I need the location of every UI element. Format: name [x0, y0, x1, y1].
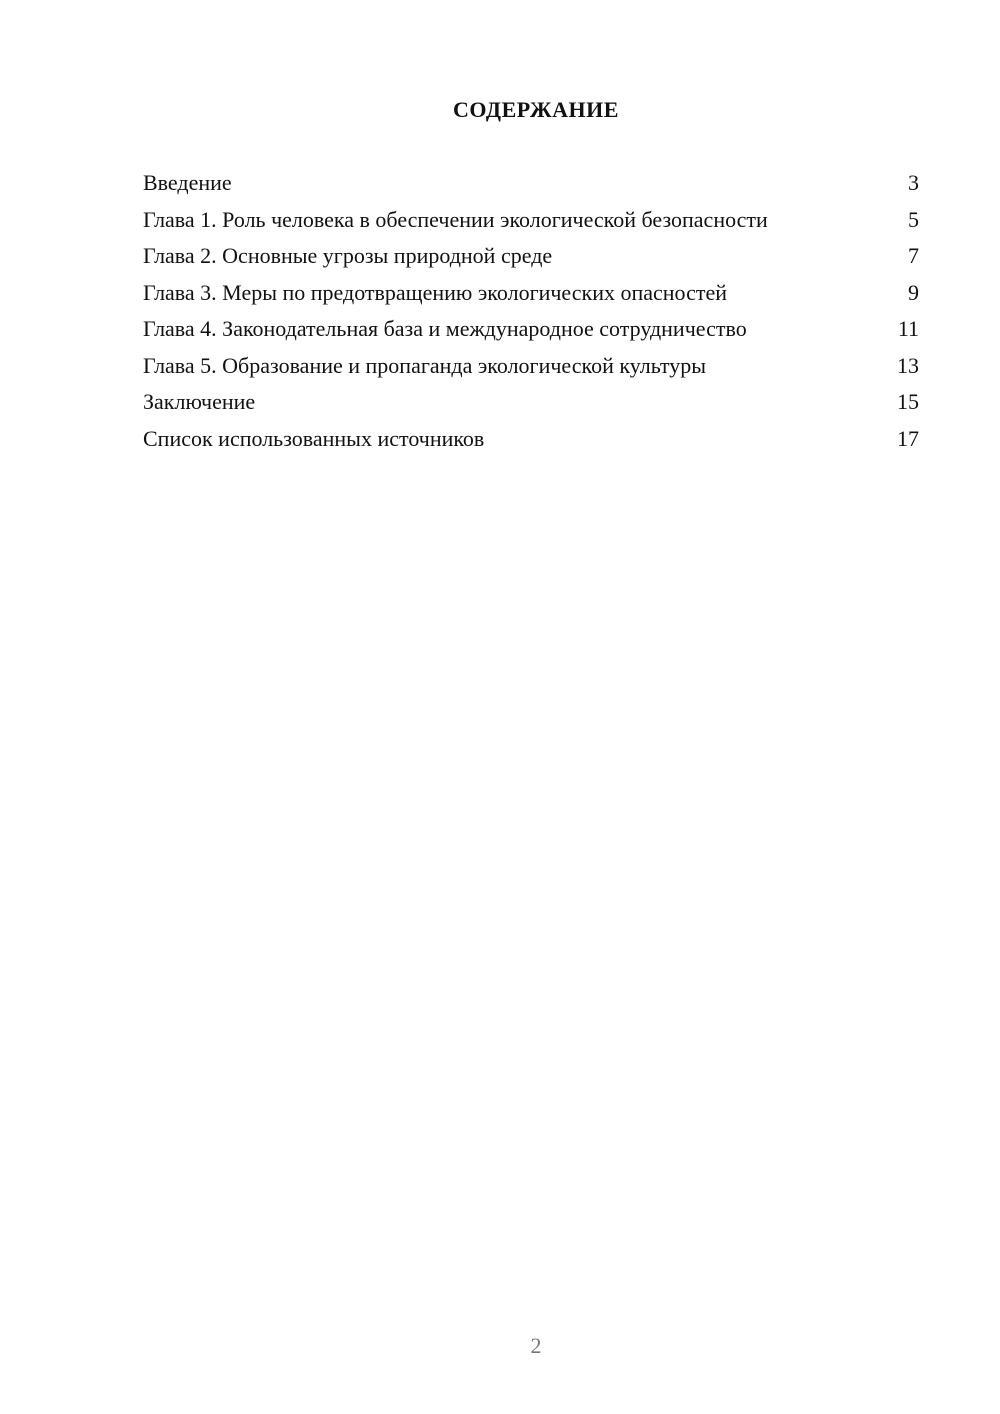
toc-entry-label: Глава 2. Основные угрозы природной среде [143, 243, 553, 268]
toc-entry-page: 7 [908, 243, 919, 268]
toc-entry-page: 3 [908, 170, 919, 195]
toc-entry-page: 5 [908, 206, 919, 232]
toc-entry-page: 11 [897, 316, 919, 341]
toc-entry-page: 17 [897, 425, 919, 451]
toc-entry-page: 13 [897, 352, 919, 378]
toc-entry-references [143, 425, 919, 453]
toc-entry-page: 9 [908, 279, 919, 305]
toc-entry-label: Глава 4. Законодательная база и международное сотрудничество [143, 316, 747, 341]
toc-entry-chapter-3 [143, 279, 919, 307]
toc-entry-label: Список использованных источников [143, 425, 485, 451]
toc-entry-conclusion [143, 388, 919, 416]
toc-entry-label: Введение [143, 170, 232, 195]
toc-entry-chapter-1 [143, 206, 919, 234]
toc-entry-label: Глава 3. Меры по предотвращению экологических опасностей [143, 279, 728, 305]
toc-entry-chapter-4 [143, 315, 919, 343]
toc-entry-page: 15 [897, 389, 919, 414]
toc-entry-introduction [143, 169, 919, 197]
table-of-contents [143, 169, 919, 461]
page-number: 2 [530, 1333, 542, 1358]
toc-entry-label: Глава 5. Образование и пропаганда экологической культуры [143, 352, 707, 378]
toc-entry-chapter-2 [143, 242, 919, 270]
toc-entry-label: Заключение [143, 389, 256, 414]
toc-entry-label: Глава 1. Роль человека в обеспечении экологической безопасности [143, 206, 768, 232]
toc-entry-chapter-5 [143, 352, 919, 380]
page-title: СОДЕРЖАНИЕ [453, 97, 619, 122]
